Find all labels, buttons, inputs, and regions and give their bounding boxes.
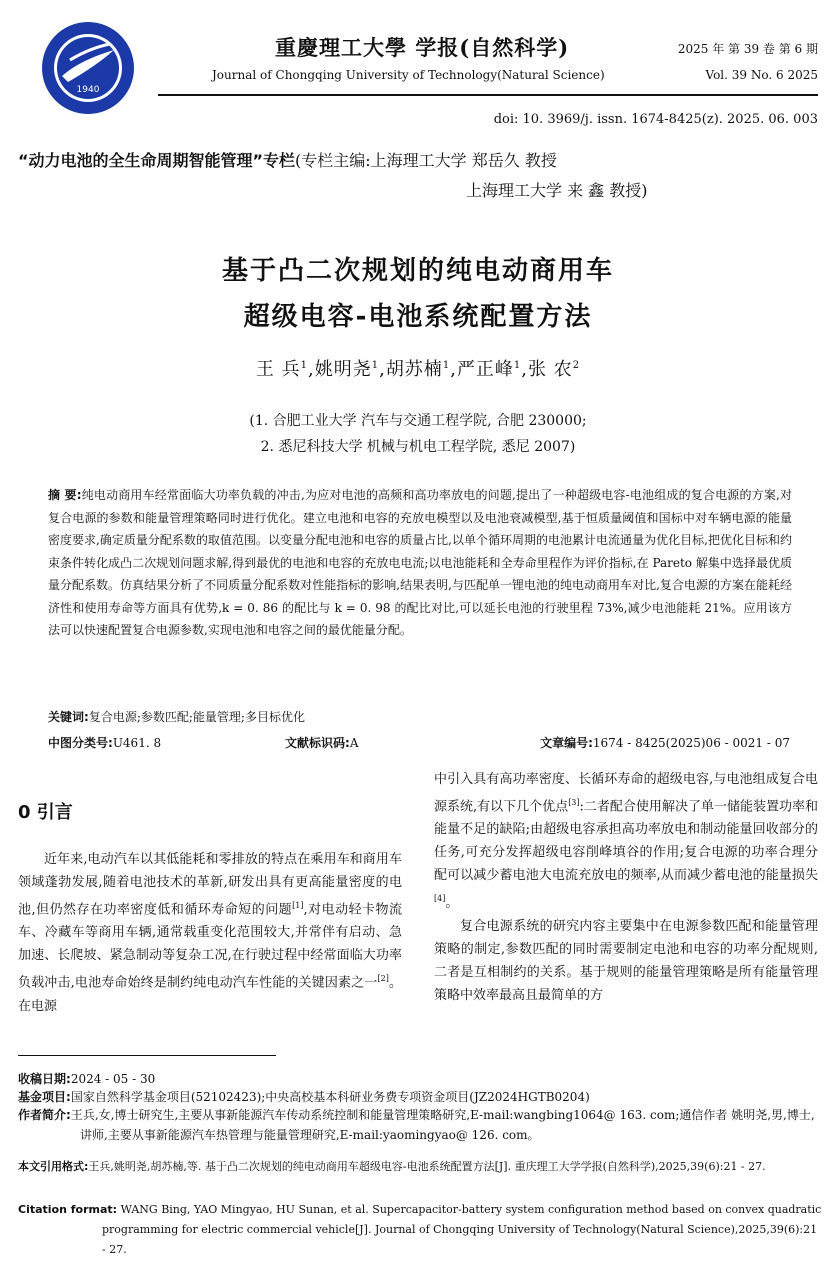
article-title-line1: 基于凸二次规划的纯电动商用车 [221, 256, 614, 286]
author-bio: 作者简介:王兵,女,博士研究生,主要从事新能源汽车传动系统控制和能量管理策略研究,E-mail:wangbing1064@ 163. com;通信作者 姚明尧,男,博士,讲师,主要从事新能源汽车热管理与能量管理研究,E-mail:yaomingyao@ 126. com。 [18, 1108, 815, 1142]
citation-ref[interactable]: [1] [292, 901, 304, 910]
citation-format-cn: 本文引用格式:王兵,姚明尧,胡苏楠,等. 基于凸二次规划的纯电动商用车超级电容-电池系统配置方法[J]. 重庆理工大学学报(自然科学),2025,39(6):21 - 27. [18, 1160, 766, 1173]
paragraph: 近年来,电动汽车以其低能耗和零排放的特点在乘用车和商用车领域蓬勃发展,随着电池技术的革新,研发出具有更高能量密度的电池,但仍然存在功率密度低和循环寿命短的问题[1],对电动轻卡物流车、冷藏车等商用车辆,通常载重变化范围较大,并常伴有启动、急加速、长爬坡、紧急制动等复杂工况,在行驶过程中经常面临大功率负载冲击,电池寿命始终是制约纯电动汽车性能的关键因素之一[2]。在电源 [18, 852, 402, 1014]
author: 张 农 [528, 359, 573, 380]
paragraph: 复合电源系统的研究内容主要集中在电源参数匹配和能量管理策略的制定,参数匹配的同时需要制定电池和电容的功率分配规则,二者是互相制约的关系。基于规则的能量管理策略是所有能量管理策略中效率最高且最简单的方 [434, 918, 818, 1003]
abstract-label: 摘 要: [48, 488, 82, 502]
article-number: 文章编号:1674 - 8425(2025)06 - 0021 - 07 [540, 736, 790, 750]
journal-title-en: Journal of Chongqing University of Technology(Natural Science) [212, 68, 605, 82]
abstract [48, 484, 792, 642]
journal-title-cn: 重慶理工大學 学报(自然科学) [275, 35, 570, 60]
abstract-text: 纯电动商用车经常面临大功率负载的冲击,为应对电池的高频和高功率放电的问题,提出了一种超级电容-电池组成的复合电源的方案,对复合电源的参数和能量管理策略同时进行优化。建立电池和电容的充放电模型以及电池衰减模型,基于恒质量阈值和国标中对车辆电源的能量密度要求,确定质量分配系数的取值范围。以变量分配电池和电容的质量占比,以单个循环周期的电池累计电流通量为优化目标,把优化目标和约束条件转化成凸二次规划问题求解,得到最优的电池和电容的充放电电流;以电池能耗和全寿命里程作为评价指标,在 Pareto 解集中选择最优质量分配系数。仿真结果分析了不同质量分配系数对性能指标的影响,结果表明,与匹配单一锂电池的纯电动商用车对比,复合电源的方案在能耗经济性和使用寿命等方面具有优势,k = 0. 86 的配比与 k = 0. 98 的配比对比,可以延长电池的行驶里程 73%,减少电池能耗 21%。应用该方法可以快速配置复合电源参数,实现电池和电容之间的最优能量分配。 [48, 488, 792, 637]
document-code: 文献标识码:A [285, 736, 359, 750]
issue-info-en: Vol. 39 No. 6 2025 [705, 68, 818, 82]
citation-ref[interactable]: [2] [377, 974, 389, 984]
author: 严正峰 [456, 359, 514, 380]
special-column-heading [18, 148, 557, 171]
doi[interactable]: doi: 10. 3969/j. issn. 1674-8425(z). 2025. 06. 003 [493, 112, 818, 127]
author: 王 兵 [255, 359, 301, 380]
citation-format-en: Citation format: WANG Bing, YAO Mingyao, HU Sunan, et al. Supercapacitor-battery system configuration method based on convex quadratic programming for electric commercial vehicle[J]. Journal of Chongqing University of Technology(Natural Science),2025,39(6):21 - 27. [18, 1203, 822, 1256]
paragraph: 中引入具有高功率密度、长循环寿命的超级电容,与电池组成复合电源系统,有以下几个优点[3]:二者配合使用解决了单一储能装置功率和能量不足的缺陷;由超级电容承担高功率放电和制动能量回收部分的任务,可充分发挥超级电容削峰填谷的作用;复合电源的功率合理分配可以减少蓄电池大电流充放电的频率,从而减少蓄电池的能量损失[4]。 [434, 772, 818, 911]
author: 胡苏楠 [385, 359, 443, 380]
column-editor-1: (专栏主编:上海理工大学 郑岳久 教授 [295, 151, 557, 170]
body-right-column [434, 768, 818, 1007]
column-editor-2: 上海理工大学 来 鑫 教授) [466, 181, 648, 200]
clc-number: 中图分类号:U461. 8 [48, 736, 162, 750]
author: 姚明尧 [314, 359, 372, 380]
special-column-title: “动力电池的全生命周期智能管理”专栏 [18, 151, 296, 170]
footnote-divider [18, 1055, 276, 1056]
header-divider [158, 94, 818, 96]
issue-info-cn: 2025 年 第 39 卷 第 6 期 [677, 42, 818, 56]
author-list: 王 兵$^1$,姚明尧$^1$,胡苏楠$^1$,严正峰$^1$,张 农$^2$ [255, 359, 581, 380]
received-date: 收稿日期:2024 - 05 - 30 [18, 1072, 156, 1086]
keywords: 关键词:复合电源;参数匹配;能量管理;多目标优化 [48, 710, 305, 724]
affiliation-2: 2. 悉尼科技大学 机械与机电工程学院, 悉尼 2007) [260, 439, 576, 455]
citation-ref[interactable]: [4] [434, 894, 446, 904]
citation-ref[interactable]: [3] [568, 798, 580, 807]
affiliation-1: (1. 合肥工业大学 汽车与交通工程学院, 合肥 230000; [249, 413, 587, 429]
funding: 基金项目:国家自然科学基金项目(52102423);中央高校基本科研业务费专项资金项目(JZ2024HGTB0204) [18, 1090, 590, 1104]
logo-year: 1940 [76, 85, 100, 95]
article-title-line2: 超级电容-电池系统配置方法 [243, 302, 593, 332]
section-heading: 0 引言 [18, 802, 73, 823]
university-logo [40, 20, 136, 116]
body-left-column [18, 848, 402, 1018]
